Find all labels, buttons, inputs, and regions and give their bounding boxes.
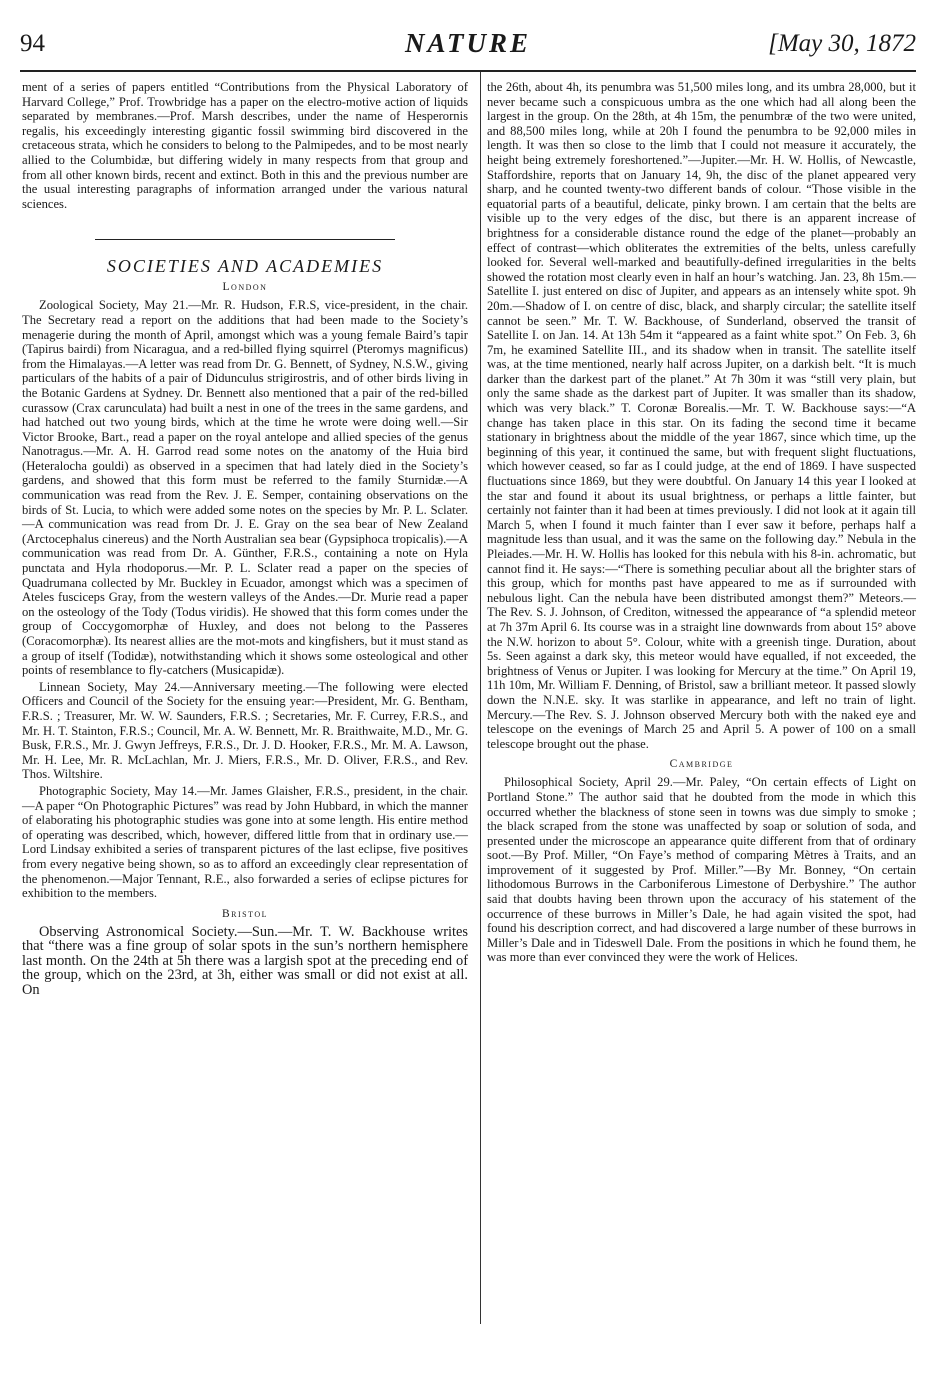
journal-title: NATURE xyxy=(404,28,532,58)
left-column xyxy=(22,80,468,998)
right-column xyxy=(487,80,916,965)
photographic-society-paragraph: Photographic Society, May 14.—Mr. James Glaisher, F.R.S., president, in the chair.—A paper “On Photographic Pictures” was read by John Hubbard, in which the manner of elaborating his photographic studies was gone into at some length. His entire method of operating was described, which, however, differed little from that in ordinary use.—Lord Lindsay exhibited a series of transparent pictures of the last eclipse, five positives from every negative being shown, so as to afford an exceedingly clear representation of the phenomenon.—Major Tennant, R.E., also forwarded a series of eclipse pictures for exhibition to the members. xyxy=(22,783,468,901)
subhead-bristol: Bristol xyxy=(221,907,269,920)
issue-date: [May 30, 1872 xyxy=(768,30,916,57)
page-number: 94 xyxy=(20,30,45,57)
header-rule xyxy=(20,70,916,72)
subhead-cambridge: Cambridge xyxy=(669,758,734,771)
section-separator xyxy=(95,239,395,240)
page-header xyxy=(20,26,916,64)
astronomy-continued-paragraph: the 26th, about 4h, its penumbra was 51,500 miles long, and its umbra 28,000, but it never became such a conspicuous umbra as the one which had all along been the largest in the group. On the 28th, at 4h 15m, the penumbræ of the two were united, and 88,500 miles long, while at 20h I found the penumbra to be 92,000 miles in length. It was then so close to the limb that I could not measure it accurately, the height being extremely foreshortened.”—Jupiter.—Mr. H. W. Hollis, of Newcastle, Staffordshire, reports that on January 14, 9h, the disc of the planet appeared very sharp, and he counted twenty-two different bands of colour. “Those visible in the equatorial parts of a beautiful, delicate, pinky brown. I am certain that the belts are visible up to the very edges of the disc, but there is an apparent increase of brightness for a considerable distance round the edge of the planet—probably an effect of contrast—which obliterates the extremities of the belts, unless carefully looked for. Several well-marked and beautifully-defined irregularities in the belts showed the rotation most clearly even in half an hour’s watching. Jan. 23, 8h 15m.—Satellite I. just entered on disc of Jupiter, and appears as an intensely white spot. 9h 20m.—Shadow of I. on centre of disc, black, and sharply circular; the satellite itself cannot be seen.” Mr. T. W. Backhouse, of Sunderland, observed the transit of Satellite I. on Jan. 14. At 13h 54m it “appeared as a faint white spot.” On Feb. 3, 6h 7m, he examined Satellite III., and its shadow when in transit. The satellite itself was, at the time mentioned, nearly half across Jupiter, on a darkish belt. “It is much darker than the darkest part of the planet.” At 7h 30m it was “still very plain, but only the same shade as the darkest part of Jupiter. It was smaller than its shadow, which was very black.” T. Coronæ Borealis.—Mr. T. W. Backhouse says:—“A change has taken place in this star. On its fading the second time it became stationary in brightness about the middle of the year 1867, since which time, up the beginning of this year, it continued the same, but with frequent slight fluctuations, which however ceased, so far as I could judge, at the end of 1869. I have suspected fluctuations since 1869, but they were doubtful. On January 14 this year I looked at the star and found it about its usual brightness, or perhaps a little fainter, but certainly not fainter than it had been at times previously. I did not look at it again till March 5, when I found it much fainter than I ever saw it before, perhaps half a magnitude less than usual, and it was the same on the following day.” Nebula in the Pleiades.—Mr. H. W. Hollis has looked for this nebula with his 8-in. achromatic, but cannot find it. He says:—“There is something peculiar about all the brighter stars of this group, which for months past have appeared to me as if surrounded with nebulous light. Can the nebula have been distributed amongst them?” Meteors.—The Rev. S. J. Johnson, of Crediton, witnessed the appearance of “a splendid meteor at 7h 37m April 6. Its course was in a straight line downwards from about 15° above the N.W. horizon to about 5°. Colour, white with a greenish tinge. Duration, about 5s. Seen against a dark sky, this meteor would have equalled, if not exceeded, the brightness of Venus or Jupiter. I was looking for Mercury at the time.” On April 19, 11h 10m, Mr. William F. Denning, of Bristol, saw a brilliant meteor. It passed slowly down the N.N.E. sky. It was starlike in appearance, and left no train of light. Mercury.—The Rev. S. J. Johnson observed Mercury both with the naked eye and telescope on the evenings of March 25 and April 5. A power of 100 on a small telescope brought out the phase. xyxy=(487,80,916,751)
astronomical-society-paragraph: Observing Astronomical Society.—Sun.—Mr. T. W. Backhouse writes that “there was a fine group of solar spots in the sun’s northern hemisphere last month. On the 24th at 5h there was a largish spot at the preceding end of the group, which on the 23rd, at 3h, either was small or did not exist at all. On xyxy=(22,923,468,999)
zoological-society-paragraph: Zoological Society, May 21.—Mr. R. Hudson, F.R.S, vice-president, in the chair. The Secretary read a report on the additions that had been made to the Society’s menagerie during the month of April, amongst which was a young female Baird’s tapir (Tapirus bairdi) from Nicaragua, and a red-billed flying squirrel (Pteromys magnificus) from the Himalayas.—A letter was read from Dr. G. Bennett, of Sydney, N.S.W., giving particulars of the habits of a pair of Didunculus strigirostris, and of other birds living in the Botanic Gardens at Sydney. Dr. Bennett also mentioned that a pair of the red-billed curassow (Crax carunculata) had built a nest in one of the trees in the same gardens, and had hatched out two young birds, which at the time he wrote were doing well.—Sir Victor Brooke, Bart., read a paper on the royal antelope and allied species of the genus Nanotragus.—Mr. A. H. Garrod read some notes on the anatomy of the Huia bird (Heteralocha gouldi) as observed in a specimen that had lately died in the Society’s gardens, and showed that this form must be referred to the family Sturnidæ.—A communication was read from the Rev. J. E. Semper, containing observations on the birds of St. Lucia, to which were added some notes on the species by Mr. P. L. Sclater.—A communication was read from Dr. J. E. Gray on the sea bear of New Zealand (Arctocephalus cinereus) and the North Australian sea bear (Gypsiphoca tropicalis).—A communication was read from Dr. A. Günther, F.R.S., containing a note on Hyla punctata and Hyla rhodoporus.—Mr. P. L. Sclater read a paper on the species of Quadrumana collected by Mr. Buckley in Ecuador, amongst which was a specimen of Ateles fusciceps Gray, from the western valleys of the Andes.—Dr. Murie read a paper on the osteology of the Tody (Todus viridis). He showed that this form comes under the group of Coccygomorphæ of Huxley, and does not belong to the Passeres (Coracomorphæ). Its nearest allies are the mot-mots and kingfishers, but it must stand as a group of itself (Todidæ), notwithstanding which it shows some osteological and other points of resemblance to fly-catchers (Musicapidæ). xyxy=(22,298,468,678)
subhead-london: London xyxy=(222,281,268,294)
section-title: SOCIETIES AND ACADEMIES xyxy=(106,256,384,277)
column-divider xyxy=(480,72,481,1324)
intro-paragraph: ment of a series of papers entitled “Contributions from the Physical Laboratory of Harvard College,” Prof. Trowbridge has a paper on the electro-motive action of liquids separated by membranes.—Prof. Marsh describes, under the name of Hesperornis regalis, his exceedingly interesting gigantic fossil swimming bird discovered in the cretaceous strata, which he considers to belong to the Palmipedes, and to be most nearly allied to the Columbidæ, but differing widely in many respects from that group and from all other known birds, recent and extinct. Both in this and the previous number are the usual interesting paragraphs of information arranged under the various natural sciences. xyxy=(22,80,468,211)
linnean-society-paragraph: Linnean Society, May 24.—Anniversary meeting.—The following were elected Officers and Council of the Society for the ensuing year:—President, Mr. G. Bentham, F.R.S. ; Treasurer, Mr. W. W. Saunders, F.R.S. ; Secretaries, Mr. F. Currey, F.R.S., and Mr. H. T. Stainton, F.R.S.; Council, Mr. A. W. Bennett, Mr. R. Braithwaite, M.D., Mr. G. Busk, F.R.S., Mr. J. Gwyn Jeffreys, F.R.S., Dr. J. D. Hooker, F.R.S., Mr. M. A. Lawson, Mr. H. Lee, Mr. R. McLachlan, Mr. J. Miers, F.R.S., Mr. D. Oliver, F.R.S., and Rev. Thos. Wiltshire. xyxy=(22,679,468,782)
philosophical-society-paragraph: Philosophical Society, April 29.—Mr. Paley, “On certain effects of Light on Portland Stone.” The author said that he doubted from the mode in which this occurred whether the blackness of stone seen in towns was due simply to smoke ; the black scraped from the stone was unaffected by soap or solution of soda, and presented under the microscope an appearance quite different from that of ordinary soot.—By Prof. Miller, “On Faye’s method of comparing Mètres à Traits, and an improvement of it suggested by Prof. Miller.”—By Mr. Bonney, “On certain lithodomous Burrows in the Carboniferous Limestone of Derbyshire.” The author said that doubts having been thrown upon the accuracy of his statement of the occurrence of these burrows in Miller’s Dale, he had again visited the spot, had found his description correct, and had discovered a large number of these burrows in Miller’s Dale and in Tideswell Dale. From the positions in which he found them, he was more than ever convinced they were the work of Helices. xyxy=(487,775,916,965)
